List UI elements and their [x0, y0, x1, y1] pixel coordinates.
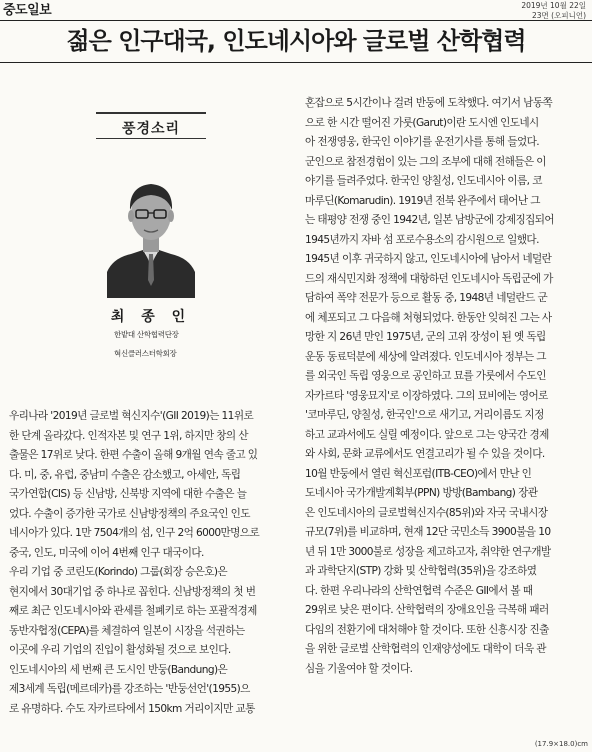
masthead	[0, 0, 592, 20]
article-line: 한 단계 올라갔다. 인적자본 및 연구 1위, 하지만 창의 산	[9, 429, 248, 442]
article-line: 다. 미, 중, 유럽, 중남미 수출은 감소했고, 아세안, 독립	[9, 468, 241, 481]
article-line: 제3세계 독립(메르데카)를 강조하는 '반둥선언'(1955)으	[9, 683, 250, 695]
masthead-divider	[0, 20, 592, 21]
headline-divider	[0, 62, 592, 63]
article-line: 출물은 17위로 낮다. 한편 수출이 올해 9개월 연속 줄고 있	[9, 449, 258, 461]
article-line: 아 전쟁영웅, 한국인 이야기를 운전기사를 통해 들었다.	[305, 136, 540, 148]
article-line: 1945년 이후 귀국하지 않고, 인도네시아에 남아서 네덜란	[305, 253, 552, 265]
article-line: 군인으로 참전경험이 있는 그의 조부에 대해 전해들은 이	[305, 155, 546, 168]
article-line: 네시아가 있다. 1만 7504개의 섬, 인구 2억 6000만명으로	[9, 527, 260, 539]
article-line: 혼잡으로 5시간이나 걸려 반둥에 도착했다. 여기서 남동쪽	[305, 97, 553, 109]
article-line: 하고 교과서에도 실릴 예정이다. 앞으로 그는 양국간 경제	[305, 428, 549, 441]
article-line: 를 외국인 독립 영웅으로 공인하고 묘를 가룻에서 수도인	[305, 370, 546, 382]
article-line: 1945년까지 자바 섬 포로수용소의 감시원으로 일했다.	[305, 233, 539, 246]
article-line: 현지에서 30대기업 중 하나로 꼽힌다. 신남방정책의 첫 번	[9, 585, 256, 598]
article-line: 담하여 폭약 전문가 등으로 활동 중, 1948년 네덜란드 군	[305, 292, 548, 304]
article-size: (17.9×18.0)cm	[534, 740, 588, 748]
article-line: 와 사회, 문화 교류에서도 연결고리가 될 수 있을 것이다.	[305, 448, 545, 460]
article-line: 과 과학단지(STP) 강화 및 산학협력(35위)을 강조하였	[305, 565, 537, 577]
author-name: 최 종 인	[110, 309, 192, 325]
author-portrait-image	[107, 168, 195, 298]
author-title-1: 한밭대 산학협력단장	[114, 330, 179, 339]
issue-page: 23면 (오피니언)	[531, 11, 586, 20]
article-line: 규모(7위)를 비교하며, 현재 12단 국민소득 3900불을 10	[305, 526, 551, 538]
newspaper-name: 중도일보	[3, 3, 52, 18]
issue-info	[521, 1, 586, 21]
article-line: 중국, 인도, 미국에 이어 4번째 인구 대국이다.	[9, 546, 204, 559]
article-line: 로 유명하다. 수도 자카르타에서 150km 거리이지만 교통	[9, 702, 255, 715]
article-line: 10월 반둥에서 열린 혁신포럼(ITB-CEO)에서 만난 인	[305, 467, 532, 480]
article-line: 운동 동료덕분에 세상에 알려졌다. 인도네시아 정부는 그	[305, 350, 546, 363]
article-line: 은 인도네시아의 글로벌혁신지수(85위)와 자국 국내시장	[305, 506, 548, 519]
article-line: 드의 재식민지화 정책에 대항하던 인도네시아 독립군에 가	[305, 272, 553, 285]
article-line: 째로 최근 인도네시아와 관세를 철폐키로 하는 포괄적경제	[9, 605, 257, 617]
article-line: 동반자협정(CEPA)를 체결하여 일본이 시장을 석권하는	[9, 624, 245, 637]
article-line: 년 뒤 1만 3000불로 성장을 제고하고자, 취약한 연구개발	[305, 545, 551, 558]
article-line: 다임의 전환기에 대처해야 할 것이다. 또한 신흥시장 진출	[305, 623, 549, 636]
article-line: 을 위한 글로벌 산학협력의 인재양성에도 대학이 더욱 관	[305, 643, 546, 655]
author-photo	[107, 168, 195, 298]
column-label-rule-top	[96, 112, 206, 114]
article-line: '코마루딘, 양칠성, 한국인'으로 새기고, 거리이름도 지정	[305, 409, 544, 421]
author-title-2: 혁신클러스터학회장	[114, 349, 177, 358]
article-line: 망한 지 26년 만인 1975년, 군의 고위 장성이 된 옛 독립	[305, 331, 546, 343]
article-line: 이곳에 우리 기업의 진입이 활성화될 것으로 보인다.	[9, 644, 231, 656]
issue-date: 2019년 10월 22일	[521, 1, 586, 10]
headline: 젊은 인구대국, 인도네시아와 글로벌 산학협력	[66, 27, 526, 55]
article-line: 자카르타 '영웅묘지'로 이장하였다. 그의 묘비에는 영어로	[305, 389, 548, 402]
article-line: 우리나라 '2019년 글로벌 혁신지수'(GII 2019)는 11위로	[9, 410, 254, 422]
article-line: 으로 한 시간 떨어진 가룻(Garut)이란 도시엔 인도네시	[305, 116, 539, 129]
article-line: 는 태평양 전쟁 중인 1942년, 일본 남방군에 강제징집되어	[305, 214, 555, 226]
column-label-rule-bottom	[96, 138, 206, 139]
article-line: 마루딘(Komarudin). 1919년 전북 완주에서 태어난 그	[305, 194, 540, 207]
article-line: 었다. 수출이 증가한 국가로 신남방정책의 주요국인 인도	[9, 507, 250, 520]
article-line: 도네시아 국가개발계획부(PPN) 방방(Bambang) 장관	[305, 487, 538, 499]
article-line: 다. 한편 우리나라의 산학연협력 수준은 GII에서 볼 때	[305, 584, 533, 597]
article-column-left	[9, 407, 292, 719]
article-line: 에 체포되고 그 다음해 처형되었다. 한동안 잊혀진 그는 사	[305, 311, 552, 324]
column-label: 풍경소리	[121, 121, 181, 137]
article-line: 야기를 들려주었다. 한국인 양칠성, 인도네시아 이름, 코	[305, 175, 542, 187]
article-line: 국가연합(CIS) 등 신남방, 신북방 지역에 대한 수출은 늘	[9, 488, 247, 500]
article-line: 29위로 낮은 편이다. 산학협력의 장애요인을 극복해 패러	[305, 604, 549, 616]
article-line: 인도네시아의 세 번째 큰 도시인 반둥(Bandung)은	[9, 663, 228, 676]
article-line: 심을 기울여야 할 것이다.	[305, 662, 413, 675]
article-column-right	[305, 94, 588, 679]
article-line: 우리 기업 중 코린도(Korindo) 그룹(회장 승은호)은	[9, 566, 228, 578]
